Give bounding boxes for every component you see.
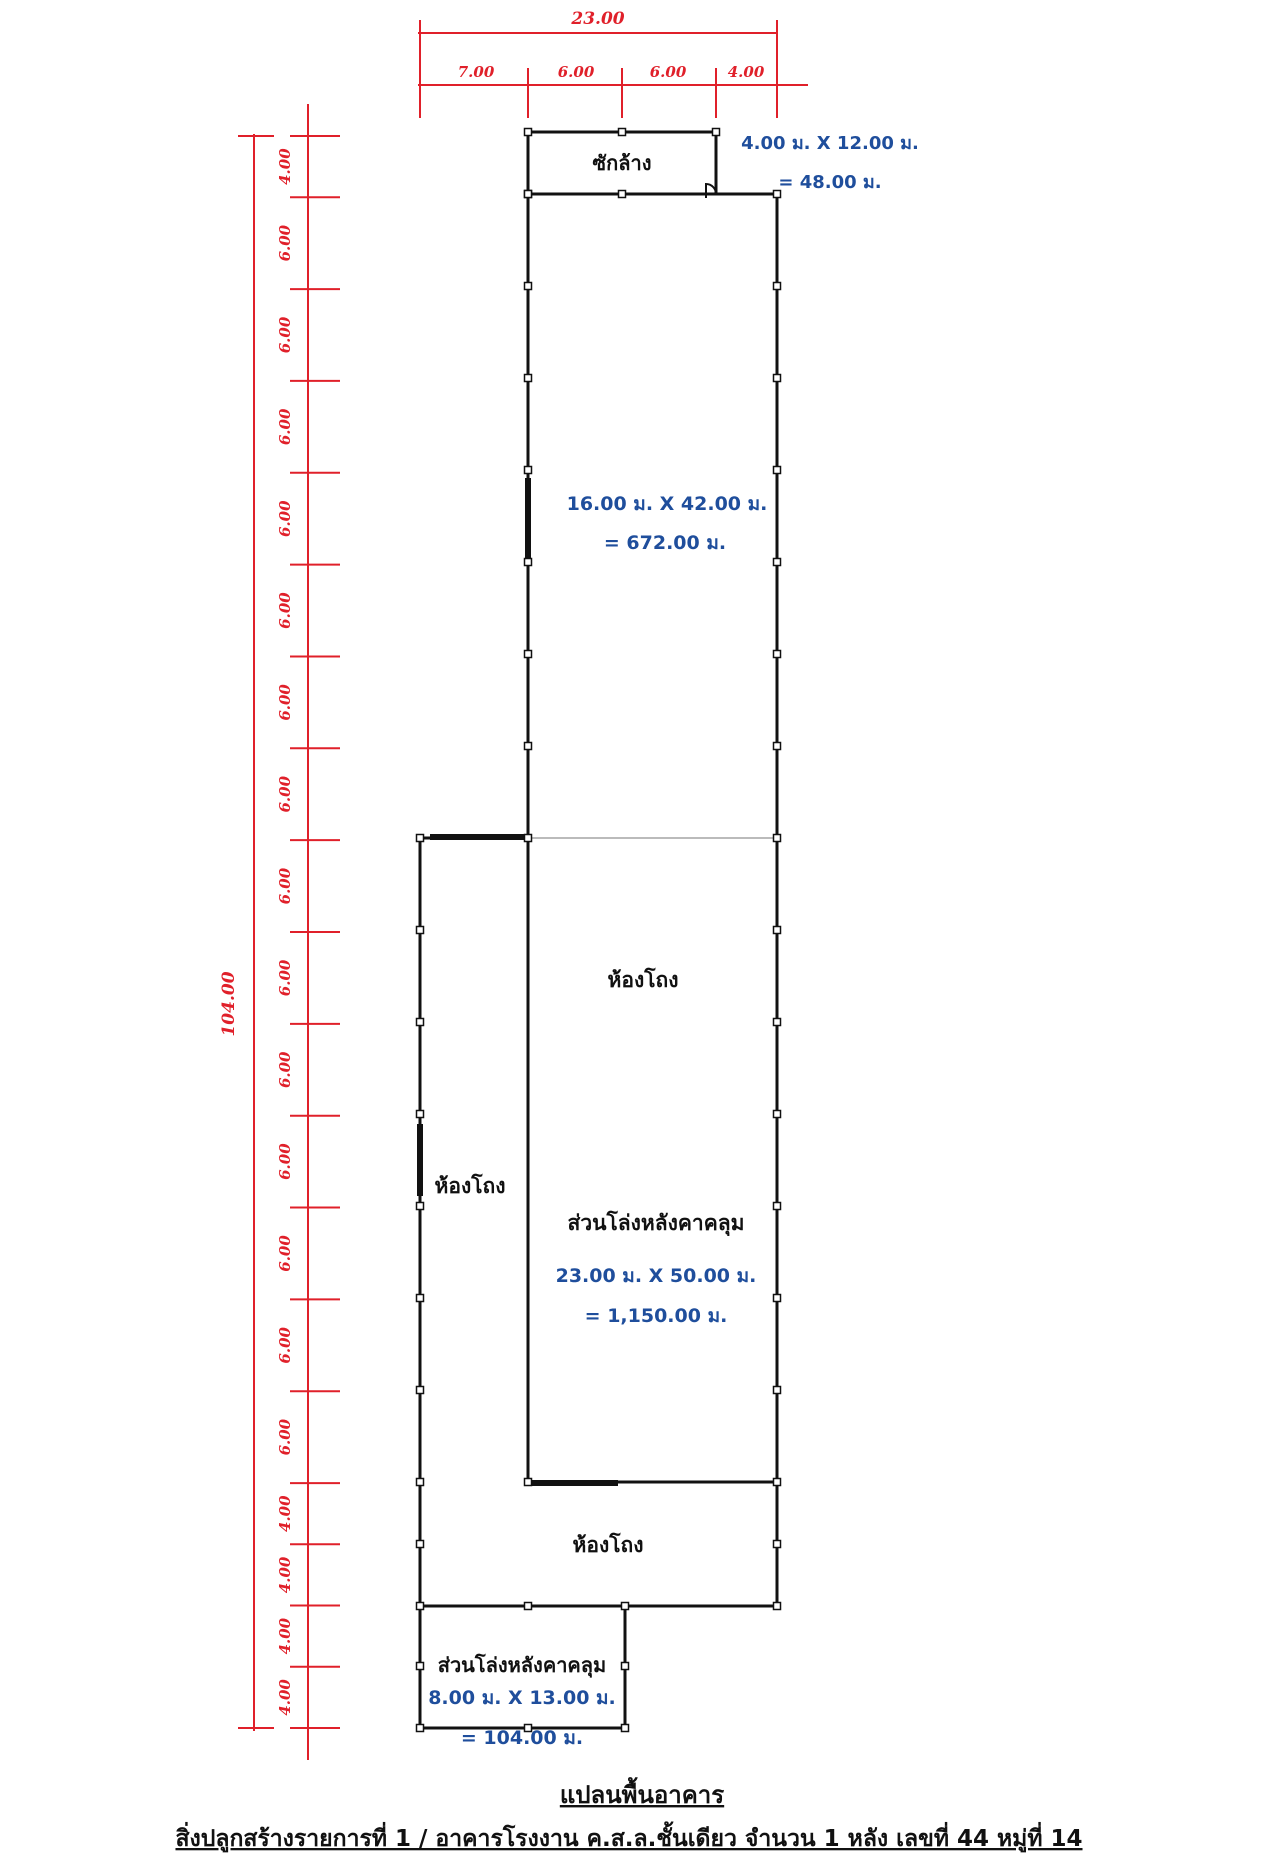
column-marker [525,835,532,842]
length-segment-label: 6.00 [276,408,294,446]
length-segment-label: 6.00 [276,224,294,262]
length-segment-label: 6.00 [276,1143,294,1180]
length-segment-label: 6.00 [276,1235,294,1272]
column-marker [525,467,532,474]
column-marker [417,1541,424,1548]
building-walls [420,132,777,1728]
width-segment-label: 6.00 [649,63,687,81]
length-segment-label: 4.00 [276,148,294,185]
column-marker [417,1603,424,1610]
column-marker [774,1295,781,1302]
laundry-room-area: = 48.00 ม. [778,172,882,193]
column-marker [525,651,532,658]
small-covered-area-label: ส่วนโล่งหลังคาคลุม [437,1653,607,1677]
small-covered-area-size: 8.00 ม. X 13.00 ม. [428,1687,616,1709]
length-segment-label: 6.00 [276,500,294,537]
covered-open-area-area: = 1,150.00 ม. [584,1305,728,1327]
small-covered-area-area: = 104.00 ม. [460,1727,584,1749]
length-segment-label: 6.00 [276,592,294,629]
length-segment-label: 6.00 [276,959,294,997]
drawing-title: แปลนพื้นอาคาร [559,1781,725,1809]
column-marker [417,1203,424,1210]
column-marker [774,375,781,382]
length-segment-label: 6.00 [276,684,294,721]
hall-left-label: ห้องโถง [434,1174,506,1198]
column-marker [619,129,626,136]
overall-length-label: 104.00 [219,971,239,1037]
column-marker [417,1295,424,1302]
column-marker [525,559,532,566]
length-segment-label: 6.00 [276,316,294,354]
column-markers [417,129,781,1732]
column-marker [417,1019,424,1026]
length-segment-label: 4.00 [276,1495,294,1532]
column-marker [622,1725,629,1732]
column-marker [525,743,532,750]
column-marker [774,1111,781,1118]
column-marker [417,927,424,934]
thick-wall-segments [420,478,618,1483]
column-marker [417,1663,424,1670]
length-segment-label: 6.00 [276,775,294,813]
column-marker [774,651,781,658]
column-marker [525,191,532,198]
width-segment-label: 7.00 [457,63,495,81]
column-marker [774,927,781,934]
length-segment-label: 6.00 [276,867,294,905]
column-marker [619,191,626,198]
covered-open-area-size: 23.00 ม. X 50.00 ม. [555,1265,757,1287]
column-marker [774,467,781,474]
column-marker [417,835,424,842]
column-marker [622,1603,629,1610]
column-marker [774,743,781,750]
length-segment-label: 6.00 [276,1051,294,1089]
length-tick-marks [290,136,340,1728]
main-hall-size: 16.00 ม. X 42.00 ม. [566,493,768,515]
column-marker [774,1019,781,1026]
length-segment-label: 6.00 [276,1327,294,1364]
column-marker [417,1111,424,1118]
main-hall-area: = 672.00 ม. [603,532,727,554]
drawing-subtitle: สิ่งปลูกสร้างรายการที่ 1 / อาคารโรงงาน ค.ส.ล.ชั้นเดียว จำนวน 1 หลัง เลขที่ 44 หมู่ที่ 14 [175,1826,1083,1852]
column-marker [417,1725,424,1732]
column-marker [774,283,781,290]
length-segment-label: 4.00 [276,1556,294,1594]
column-marker [774,1541,781,1548]
column-marker [774,835,781,842]
laundry-room-size: 4.00 ม. X 12.00 ม. [741,133,919,154]
column-marker [525,1479,532,1486]
column-marker [525,375,532,382]
length-segment-label: 4.00 [276,1617,294,1655]
laundry-room-label: ซักล้าง [592,151,652,175]
length-segment-label: 4.00 [276,1679,294,1716]
column-marker [622,1663,629,1670]
column-marker [774,1203,781,1210]
width-segment-label: 6.00 [557,63,595,81]
column-marker [525,129,532,136]
width-segment-label: 4.00 [727,63,765,81]
column-marker [713,129,720,136]
overall-width-label: 23.00 [571,9,625,29]
column-marker [417,1387,424,1394]
covered-open-area-label: ส่วนโล่งหลังคาคลุม [567,1211,745,1235]
length-segment-label: 6.00 [276,1418,294,1456]
column-marker [774,1603,781,1610]
column-marker [774,559,781,566]
column-marker [774,1387,781,1394]
column-marker [525,283,532,290]
hall-right-label: ห้องโถง [607,968,679,992]
hall-bottom-label: ห้องโถง [572,1533,644,1557]
column-marker [417,1479,424,1486]
column-marker [774,1479,781,1486]
column-marker [525,1603,532,1610]
